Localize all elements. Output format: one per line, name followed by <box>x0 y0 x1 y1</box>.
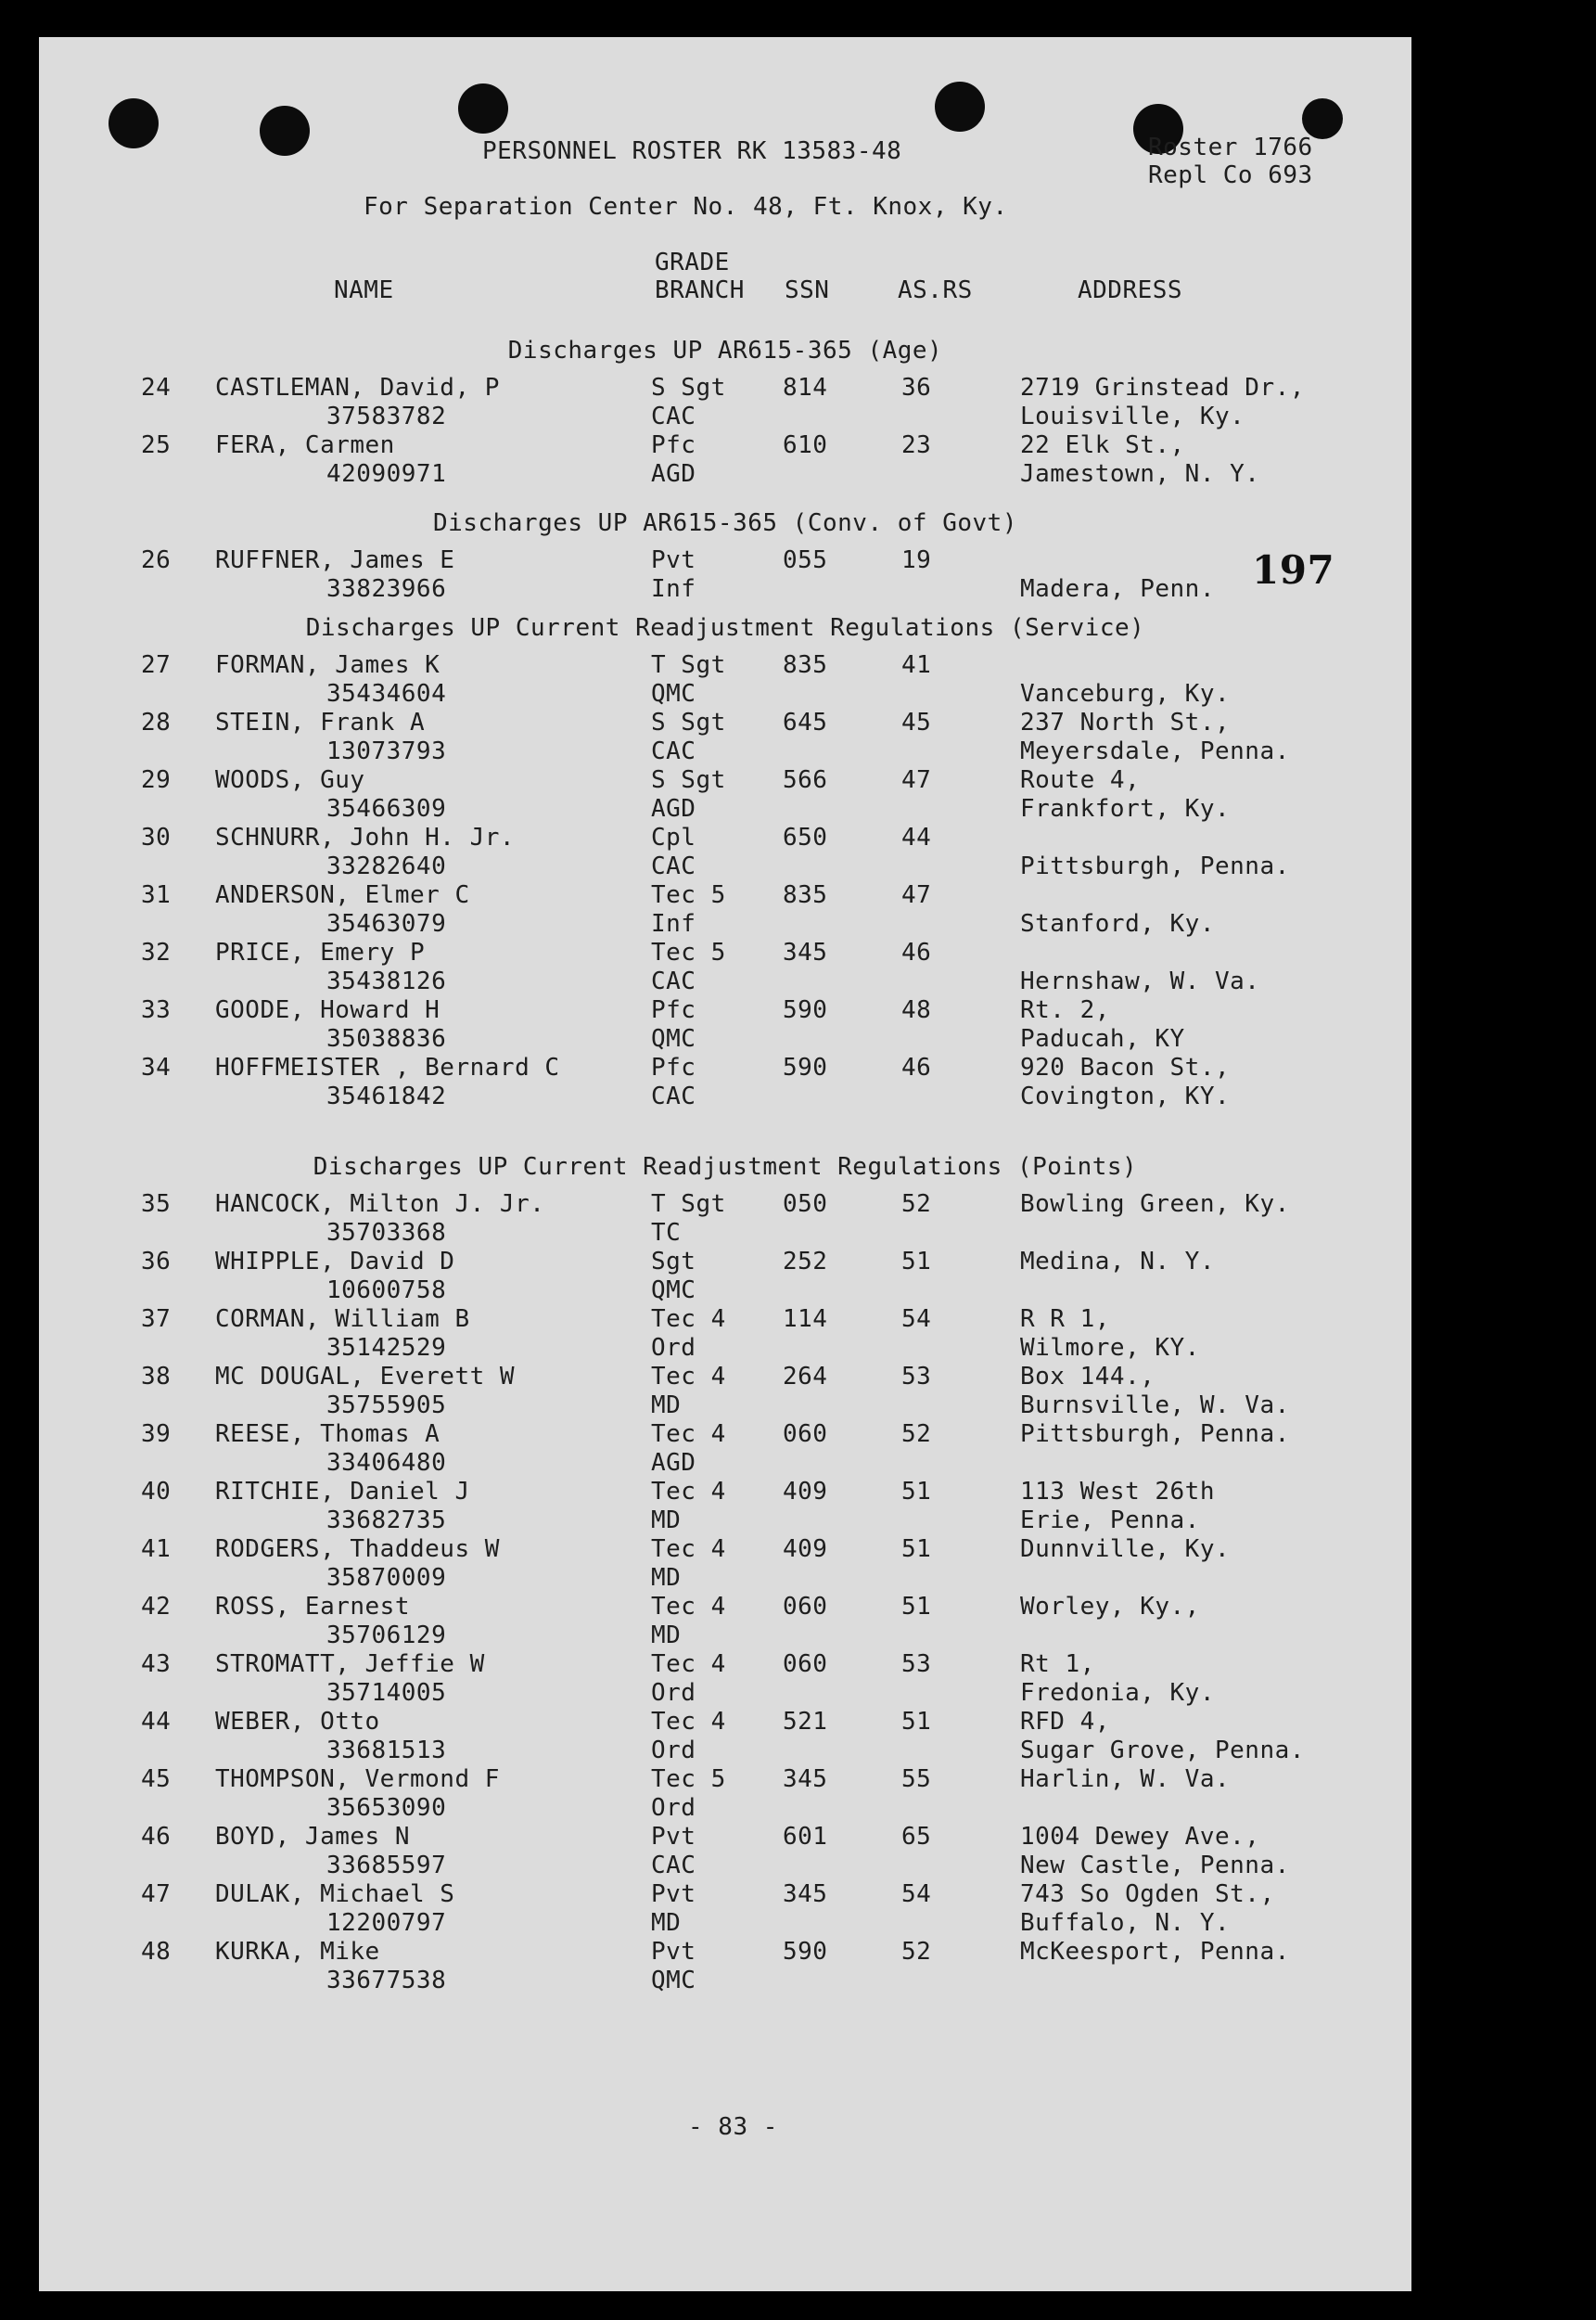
entry-ssn: 590 <box>783 996 828 1024</box>
entry-address-line1: 1004 Dewey Ave., <box>1020 1823 1260 1851</box>
entry-address-line1: Rt. 2, <box>1020 996 1110 1024</box>
entry-address-line2: Pittsburgh, Penna. <box>1020 852 1290 880</box>
entry-asrs-score: 53 <box>901 1363 932 1391</box>
entry-ssn: 252 <box>783 1248 828 1275</box>
entry-address-line2: Buffalo, N. Y. <box>1020 1909 1231 1937</box>
entry-ssn: 601 <box>783 1823 828 1851</box>
entry-grade: Tec 4 <box>651 1593 726 1621</box>
entry-serial-number: 35038836 <box>326 1025 447 1053</box>
entry-grade: Pvt <box>651 546 696 574</box>
entry-ssn: 590 <box>783 1054 828 1082</box>
column-header-asrs: AS.RS <box>898 276 973 304</box>
roster-entry <box>39 1190 1411 1248</box>
entry-name: STEIN, Frank A <box>215 709 426 737</box>
entry-ssn: 590 <box>783 1938 828 1966</box>
entry-grade: S Sgt <box>651 709 726 737</box>
entry-serial-number: 35714005 <box>326 1679 447 1707</box>
entry-ssn: 114 <box>783 1305 828 1333</box>
entry-grade: Tec 4 <box>651 1650 726 1678</box>
entry-address-line1: Medina, N. Y. <box>1020 1248 1215 1275</box>
roster-entry <box>39 1708 1411 1765</box>
entry-serial-number: 33681513 <box>326 1737 447 1764</box>
entry-address-line1: 743 So Ogden St., <box>1020 1880 1275 1908</box>
column-header-branch: BRANCH <box>655 276 745 304</box>
entry-ssn: 650 <box>783 824 828 852</box>
entry-number: 48 <box>141 1938 172 1966</box>
roster-entry <box>39 374 1411 431</box>
entry-number: 35 <box>141 1190 172 1218</box>
entry-serial-number: 35461842 <box>326 1083 447 1110</box>
entry-asrs-score: 45 <box>901 709 932 737</box>
entry-address-line2: New Castle, Penna. <box>1020 1852 1290 1879</box>
entry-branch: QMC <box>651 1967 696 1994</box>
entry-name: FORMAN, James K <box>215 651 440 679</box>
entry-grade: Tec 4 <box>651 1305 726 1333</box>
entry-ssn: 521 <box>783 1708 828 1736</box>
entry-address-line1: 920 Bacon St., <box>1020 1054 1231 1082</box>
entry-ssn: 060 <box>783 1593 828 1621</box>
entry-asrs-score: 48 <box>901 996 932 1024</box>
column-header-ssn: SSN <box>785 276 830 304</box>
entry-asrs-score: 51 <box>901 1593 932 1621</box>
entry-asrs-score: 52 <box>901 1938 932 1966</box>
entry-name: WHIPPLE, David D <box>215 1248 455 1275</box>
entry-branch: Ord <box>651 1334 696 1362</box>
roster-entry <box>39 709 1411 766</box>
entry-name: RUFFNER, James E <box>215 546 455 574</box>
entry-number: 24 <box>141 374 172 402</box>
entry-grade: Tec 5 <box>651 1765 726 1793</box>
roster-entry <box>39 1650 1411 1708</box>
entry-branch: AGD <box>651 460 696 488</box>
entry-ssn: 610 <box>783 431 828 459</box>
entry-asrs-score: 54 <box>901 1880 932 1908</box>
entry-ssn: 409 <box>783 1478 828 1506</box>
entry-asrs-score: 51 <box>901 1708 932 1736</box>
entry-number: 33 <box>141 996 172 1024</box>
entry-grade: Pfc <box>651 431 696 459</box>
entry-name: FERA, Carmen <box>215 431 395 459</box>
entry-asrs-score: 52 <box>901 1420 932 1448</box>
roster-entry <box>39 766 1411 824</box>
roster-entry <box>39 996 1411 1054</box>
entry-branch: MD <box>651 1564 682 1592</box>
entry-serial-number: 35466309 <box>326 795 447 823</box>
entry-number: 41 <box>141 1535 172 1563</box>
roster-entry <box>39 1054 1411 1111</box>
entry-name: RODGERS, Thaddeus W <box>215 1535 500 1563</box>
entry-branch: Inf <box>651 910 696 938</box>
entry-serial-number: 35755905 <box>326 1391 447 1419</box>
entry-grade: T Sgt <box>651 1190 726 1218</box>
repl-company: Repl Co 693 <box>1148 161 1313 189</box>
entry-asrs-score: 51 <box>901 1478 932 1506</box>
entry-address-line1: Harlin, W. Va. <box>1020 1765 1231 1793</box>
entry-grade: Pfc <box>651 996 696 1024</box>
entry-number: 31 <box>141 881 172 909</box>
roster-entry <box>39 546 1411 604</box>
section-heading: Discharges UP AR615-365 (Age) <box>507 337 943 365</box>
roster-number: Roster 1766 <box>1148 134 1313 161</box>
entry-address-line2: Covington, KY. <box>1020 1083 1231 1110</box>
entry-asrs-score: 41 <box>901 651 932 679</box>
entry-branch: Ord <box>651 1679 696 1707</box>
entry-address-line2: Burnsville, W. Va. <box>1020 1391 1290 1419</box>
roster-entry <box>39 1248 1411 1305</box>
entry-asrs-score: 55 <box>901 1765 932 1793</box>
entry-branch: CAC <box>651 1852 696 1879</box>
entry-asrs-score: 46 <box>901 939 932 967</box>
entry-number: 37 <box>141 1305 172 1333</box>
roster-entry <box>39 1593 1411 1650</box>
entry-name: WEBER, Otto <box>215 1708 380 1736</box>
entry-grade: Tec 4 <box>651 1363 726 1391</box>
entry-address-line1: 22 Elk St., <box>1020 431 1185 459</box>
entry-serial-number: 10600758 <box>326 1276 447 1304</box>
entry-address-line2: Erie, Penna. <box>1020 1506 1200 1534</box>
roster-page <box>39 37 1411 2291</box>
entry-branch: Ord <box>651 1737 696 1764</box>
entry-ssn: 409 <box>783 1535 828 1563</box>
entry-grade: Tec 4 <box>651 1708 726 1736</box>
entry-grade: Cpl <box>651 824 696 852</box>
entry-name: CORMAN, William B <box>215 1305 470 1333</box>
entry-grade: Pvt <box>651 1823 696 1851</box>
entry-asrs-score: 19 <box>901 546 932 574</box>
roster-title: PERSONNEL ROSTER RK 13583-48 <box>482 137 902 165</box>
roster-entry <box>39 881 1411 939</box>
entry-branch: MD <box>651 1909 682 1937</box>
entry-number: 38 <box>141 1363 172 1391</box>
column-header-address: ADDRESS <box>1078 276 1183 304</box>
page-number: - 83 - <box>688 2113 778 2141</box>
entry-ssn: 060 <box>783 1420 828 1448</box>
entry-serial-number: 35142529 <box>326 1334 447 1362</box>
entry-serial-number: 33682735 <box>326 1506 447 1534</box>
entry-number: 29 <box>141 766 172 794</box>
entry-address-line1: McKeesport, Penna. <box>1020 1938 1290 1966</box>
entry-ssn: 264 <box>783 1363 828 1391</box>
roster-entry <box>39 651 1411 709</box>
punch-hole-icon <box>260 106 310 156</box>
entry-address-line2: Madera, Penn. <box>1020 575 1215 603</box>
entry-address-line1: R R 1, <box>1020 1305 1110 1333</box>
entry-number: 30 <box>141 824 172 852</box>
punch-hole-icon <box>109 98 159 148</box>
entry-number: 43 <box>141 1650 172 1678</box>
entry-serial-number: 13073793 <box>326 737 447 765</box>
entry-asrs-score: 51 <box>901 1535 932 1563</box>
entry-address-line2: Louisville, Ky. <box>1020 403 1245 430</box>
entry-name: HANCOCK, Milton J. Jr. <box>215 1190 545 1218</box>
entry-ssn: 835 <box>783 881 828 909</box>
entry-serial-number: 35653090 <box>326 1794 447 1822</box>
entry-grade: Tec 4 <box>651 1535 726 1563</box>
entry-serial-number: 35706129 <box>326 1621 447 1649</box>
entry-address-line2: Meyersdale, Penna. <box>1020 737 1290 765</box>
entry-ssn: 566 <box>783 766 828 794</box>
entry-serial-number: 33685597 <box>326 1852 447 1879</box>
entry-address-line1: Pittsburgh, Penna. <box>1020 1420 1290 1448</box>
entry-number: 28 <box>141 709 172 737</box>
entry-grade: Pvt <box>651 1880 696 1908</box>
entry-branch: QMC <box>651 1276 696 1304</box>
entry-serial-number: 42090971 <box>326 460 447 488</box>
entry-address-line2: Frankfort, Ky. <box>1020 795 1231 823</box>
entry-branch: CAC <box>651 1083 696 1110</box>
section-heading: Discharges UP Current Readjustment Regulations (Service) <box>305 614 1145 642</box>
entry-number: 44 <box>141 1708 172 1736</box>
entry-ssn: 345 <box>783 939 828 967</box>
roster-entry <box>39 1478 1411 1535</box>
entry-branch: MD <box>651 1621 682 1649</box>
entry-serial-number: 35463079 <box>326 910 447 938</box>
entry-address-line2: Vanceburg, Ky. <box>1020 680 1231 708</box>
roster-entry <box>39 1305 1411 1363</box>
entry-address-line2: Stanford, Ky. <box>1020 910 1215 938</box>
entry-grade: Pvt <box>651 1938 696 1966</box>
entry-branch: CAC <box>651 852 696 880</box>
entry-ssn: 835 <box>783 651 828 679</box>
entry-asrs-score: 65 <box>901 1823 932 1851</box>
roster-entry <box>39 1535 1411 1593</box>
entry-address-line2: Paducah, KY <box>1020 1025 1185 1053</box>
entry-number: 27 <box>141 651 172 679</box>
entry-name: STROMATT, Jeffie W <box>215 1650 485 1678</box>
entry-asrs-score: 54 <box>901 1305 932 1333</box>
entry-address-line2: Fredonia, Ky. <box>1020 1679 1215 1707</box>
entry-name: PRICE, Emery P <box>215 939 426 967</box>
entry-address-line1: 113 West 26th <box>1020 1478 1215 1506</box>
roster-entry <box>39 431 1411 489</box>
entry-grade: Tec 4 <box>651 1420 726 1448</box>
entry-branch: TC <box>651 1219 682 1247</box>
entry-branch: MD <box>651 1391 682 1419</box>
entry-branch: QMC <box>651 1025 696 1053</box>
entry-grade: Tec 4 <box>651 1478 726 1506</box>
entry-ssn: 050 <box>783 1190 828 1218</box>
entry-address-line2: Jamestown, N. Y. <box>1020 460 1260 488</box>
entry-asrs-score: 52 <box>901 1190 932 1218</box>
entry-address-line1: Rt 1, <box>1020 1650 1095 1678</box>
entry-address-line1: Dunnville, Ky. <box>1020 1535 1231 1563</box>
entry-serial-number: 33677538 <box>326 1967 447 1994</box>
roster-entry <box>39 1363 1411 1420</box>
entry-address-line2: Hernshaw, W. Va. <box>1020 968 1260 995</box>
roster-entry <box>39 1420 1411 1478</box>
entry-grade: T Sgt <box>651 651 726 679</box>
entry-branch: Ord <box>651 1794 696 1822</box>
entry-ssn: 060 <box>783 1650 828 1678</box>
entry-branch: Inf <box>651 575 696 603</box>
entry-asrs-score: 51 <box>901 1248 932 1275</box>
section-heading: Discharges UP Current Readjustment Regulations (Points) <box>313 1153 1138 1181</box>
roster-entry <box>39 939 1411 996</box>
entry-branch: MD <box>651 1506 682 1534</box>
entry-name: DULAK, Michael S <box>215 1880 455 1908</box>
roster-entry <box>39 1880 1411 1938</box>
entry-address-line2: Sugar Grove, Penna. <box>1020 1737 1305 1764</box>
entry-branch: QMC <box>651 680 696 708</box>
entry-grade: S Sgt <box>651 374 726 402</box>
entry-serial-number: 12200797 <box>326 1909 447 1937</box>
entry-grade: S Sgt <box>651 766 726 794</box>
entry-ssn: 055 <box>783 546 828 574</box>
entry-ssn: 645 <box>783 709 828 737</box>
punch-hole-icon <box>458 83 508 134</box>
entry-name: KURKA, Mike <box>215 1938 380 1966</box>
roster-entry <box>39 1823 1411 1880</box>
entry-address-line1: Route 4, <box>1020 766 1141 794</box>
entry-serial-number: 35870009 <box>326 1564 447 1592</box>
entry-name: HOFFMEISTER , Bernard C <box>215 1054 560 1082</box>
punch-hole-icon <box>935 82 985 132</box>
entry-address-line1: 2719 Grinstead Dr., <box>1020 374 1305 402</box>
entry-name: ANDERSON, Elmer C <box>215 881 470 909</box>
roster-entry <box>39 1938 1411 1995</box>
entry-branch: CAC <box>651 403 696 430</box>
entry-number: 39 <box>141 1420 172 1448</box>
entry-number: 47 <box>141 1880 172 1908</box>
entry-asrs-score: 36 <box>901 374 932 402</box>
entry-asrs-score: 47 <box>901 881 932 909</box>
column-header-grade: GRADE <box>655 249 730 276</box>
entry-number: 36 <box>141 1248 172 1275</box>
entry-grade: Pfc <box>651 1054 696 1082</box>
entry-number: 34 <box>141 1054 172 1082</box>
entry-number: 32 <box>141 939 172 967</box>
roster-entry <box>39 824 1411 881</box>
entry-address-line1: Box 144., <box>1020 1363 1156 1391</box>
entry-asrs-score: 53 <box>901 1650 932 1678</box>
entry-name: GOODE, Howard H <box>215 996 440 1024</box>
entry-name: MC DOUGAL, Everett W <box>215 1363 516 1391</box>
entry-name: THOMPSON, Vermond F <box>215 1765 500 1793</box>
entry-address-line1: 237 North St., <box>1020 709 1231 737</box>
entry-serial-number: 33823966 <box>326 575 447 603</box>
entry-number: 40 <box>141 1478 172 1506</box>
entry-address-line2: Wilmore, KY. <box>1020 1334 1200 1362</box>
entry-ssn: 814 <box>783 374 828 402</box>
entry-serial-number: 37583782 <box>326 403 447 430</box>
roster-entry <box>39 1765 1411 1823</box>
entry-branch: AGD <box>651 795 696 823</box>
entry-grade: Tec 5 <box>651 881 726 909</box>
entry-number: 46 <box>141 1823 172 1851</box>
entry-address-line1: Bowling Green, Ky. <box>1020 1190 1290 1218</box>
entry-name: SCHNURR, John H. Jr. <box>215 824 516 852</box>
entry-address-line1: RFD 4, <box>1020 1708 1110 1736</box>
entry-grade: Sgt <box>651 1248 696 1275</box>
entry-name: RITCHIE, Daniel J <box>215 1478 470 1506</box>
entry-serial-number: 35438126 <box>326 968 447 995</box>
entry-address-line1: Worley, Ky., <box>1020 1593 1200 1621</box>
entry-branch: CAC <box>651 737 696 765</box>
column-header-name: NAME <box>334 276 394 304</box>
entry-ssn: 345 <box>783 1765 828 1793</box>
section-heading: Discharges UP AR615-365 (Conv. of Govt) <box>433 509 1017 537</box>
entry-serial-number: 35434604 <box>326 680 447 708</box>
entry-name: CASTLEMAN, David, P <box>215 374 500 402</box>
entry-name: BOYD, James N <box>215 1823 410 1851</box>
entry-name: REESE, Thomas A <box>215 1420 440 1448</box>
entry-ssn: 345 <box>783 1880 828 1908</box>
entry-number: 45 <box>141 1765 172 1793</box>
entry-number: 42 <box>141 1593 172 1621</box>
entry-branch: AGD <box>651 1449 696 1477</box>
entry-number: 26 <box>141 546 172 574</box>
entry-branch: CAC <box>651 968 696 995</box>
entry-number: 25 <box>141 431 172 459</box>
entry-name: ROSS, Earnest <box>215 1593 410 1621</box>
entry-serial-number: 33282640 <box>326 852 447 880</box>
entry-serial-number: 35703368 <box>326 1219 447 1247</box>
entry-serial-number: 33406480 <box>326 1449 447 1477</box>
page-stamp: 197 <box>1252 547 1335 593</box>
entry-name: WOODS, Guy <box>215 766 365 794</box>
entry-asrs-score: 46 <box>901 1054 932 1082</box>
entry-asrs-score: 47 <box>901 766 932 794</box>
entry-asrs-score: 23 <box>901 431 932 459</box>
separation-center: For Separation Center No. 48, Ft. Knox, Ky. <box>364 193 1008 221</box>
entry-grade: Tec 5 <box>651 939 726 967</box>
entry-asrs-score: 44 <box>901 824 932 852</box>
